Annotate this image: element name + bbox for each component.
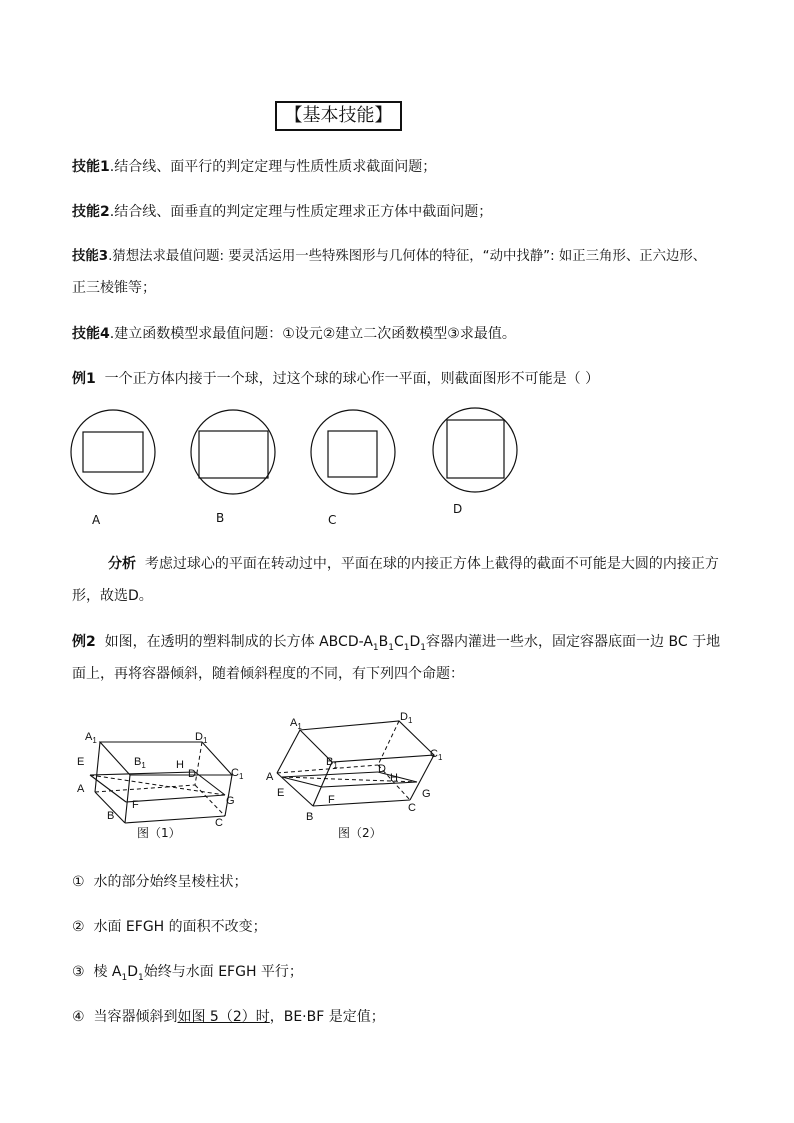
sub-1: 1 bbox=[420, 642, 427, 653]
skill-2 bbox=[72, 202, 492, 222]
label-d1: $D_1$ bbox=[195, 731, 208, 745]
label-b: B bbox=[306, 811, 314, 823]
skill-1 bbox=[72, 157, 436, 177]
example2-question-continued: 面上，再将容器倾斜，随着倾斜程度的不同，有下列四个命题： bbox=[72, 666, 464, 682]
proposition-3 bbox=[72, 962, 303, 988]
example-label: 例2 bbox=[72, 634, 96, 650]
proposition-4 bbox=[72, 1007, 385, 1027]
vertex-b: B bbox=[378, 634, 389, 650]
label-a: A bbox=[266, 771, 274, 783]
example1-analysis-continued: 形，故选D。 bbox=[72, 588, 153, 604]
skill-text: .猜想法求最值问题: 要灵活运用一些特殊图形与几何体的特征，“动中找静”: 如正三角形、正六边形、 bbox=[108, 249, 707, 264]
proposition-text: 水的部分始终呈棱柱状； bbox=[93, 874, 248, 890]
skill-text: .结合线、面垂直的判定定理与性质定理求正方体中截面问题； bbox=[109, 204, 493, 220]
option-c-label: C bbox=[328, 513, 337, 527]
option-d-label: D bbox=[453, 502, 463, 516]
label-d1: $D_1$ bbox=[400, 711, 413, 725]
label-c: C bbox=[408, 802, 416, 814]
option-b-figure bbox=[191, 410, 275, 494]
proposition-text-b: ，BE·BF 是定值； bbox=[269, 1009, 385, 1025]
label-h: H bbox=[390, 772, 398, 784]
proposition-text: 水面 EFGH 的面积不改变； bbox=[93, 919, 267, 935]
skill-label: 技能4 bbox=[72, 326, 110, 342]
label-b: B bbox=[107, 810, 115, 822]
example1-analysis bbox=[108, 554, 719, 574]
label-f: F bbox=[132, 799, 139, 811]
proposition-text-a: 当容器倾斜到 bbox=[93, 1009, 178, 1025]
skill-4 bbox=[72, 324, 516, 344]
figure-1-caption: 图（1） bbox=[137, 826, 181, 840]
analysis-label: 分析 bbox=[108, 556, 136, 572]
option-a-figure bbox=[71, 410, 155, 494]
label-d: D bbox=[378, 763, 386, 775]
skill-label: 技能2 bbox=[72, 204, 110, 220]
sub-1: 1 bbox=[403, 642, 410, 653]
example2-figure-2 bbox=[262, 705, 462, 830]
proposition-number: ① bbox=[72, 874, 85, 890]
example-text: 一个正方体内接于一个球，过这个球的球心作一平面，则截面图形不可能是（ ） bbox=[104, 371, 600, 387]
sub-1: 1 bbox=[372, 642, 379, 653]
label-g: G bbox=[422, 788, 431, 800]
label-g: G bbox=[226, 795, 235, 807]
option-d-figure bbox=[433, 408, 517, 492]
label-a: A bbox=[77, 783, 85, 795]
analysis-text: 考虑过球心的平面在转动过中，平面在球的内接正方体上截得的截面不可能是大圆的内接正方 bbox=[144, 556, 719, 572]
example1-question bbox=[72, 369, 599, 389]
sub-1: 1 bbox=[138, 972, 144, 983]
option-b-label: B bbox=[216, 511, 225, 525]
proposition-text-b: D bbox=[127, 964, 139, 980]
skill-3 bbox=[72, 247, 706, 267]
proposition-text-a: 棱 A bbox=[93, 964, 122, 980]
example1-figures bbox=[60, 400, 540, 530]
proposition-number: ② bbox=[72, 919, 85, 935]
label-a1: $A_1$ bbox=[85, 731, 97, 745]
example2-question bbox=[72, 632, 720, 658]
label-f: F bbox=[328, 794, 335, 806]
example-label: 例1 bbox=[72, 371, 96, 387]
skill-label: 技能3 bbox=[72, 249, 109, 264]
label-e: E bbox=[77, 756, 85, 768]
skill-label: 技能1 bbox=[72, 159, 110, 175]
proposition-number: ④ bbox=[72, 1009, 85, 1025]
label-b1: $B_1$ bbox=[134, 756, 146, 770]
sub-1: 1 bbox=[121, 972, 128, 983]
box-edges bbox=[277, 721, 434, 806]
vertex-c: C bbox=[394, 634, 404, 650]
skill-text: .结合线、面平行的判定定理与性质性质求截面问题； bbox=[109, 159, 437, 175]
proposition-1 bbox=[72, 872, 247, 892]
proposition-2 bbox=[72, 917, 267, 937]
skill-text: .建立函数模型求最值问题：①设元②建立二次函数模型③求最值。 bbox=[109, 326, 516, 342]
skill-3-continued: 正三棱锥等； bbox=[72, 280, 156, 296]
figure-2-caption: 图（2） bbox=[338, 826, 382, 840]
section-title: 【基本技能】 bbox=[275, 101, 402, 131]
label-a1: $A_1$ bbox=[290, 717, 302, 731]
label-d: D bbox=[188, 768, 196, 780]
label-c: C bbox=[215, 817, 223, 829]
vertex-d: D bbox=[409, 634, 421, 650]
example-text-b: 容器内灌进一些水，固定容器底面一边 BC 于地 bbox=[426, 634, 721, 650]
proposition-number: ③ bbox=[72, 964, 85, 980]
label-c1: $C_1$ bbox=[430, 748, 443, 762]
option-c-figure bbox=[311, 410, 395, 494]
label-c1: $C_1$ bbox=[231, 767, 244, 781]
proposition-underlined: 如图 5（2）时 bbox=[177, 1009, 270, 1025]
label-e: E bbox=[277, 787, 285, 799]
sub-1: 1 bbox=[388, 642, 394, 653]
label-b1: $B_1$ bbox=[326, 756, 338, 770]
example-text-a: 如图，在透明的塑料制成的长方体 ABCD-A bbox=[104, 634, 373, 650]
label-h: H bbox=[176, 759, 184, 771]
proposition-text-c: 始终与水面 EFGH 平行； bbox=[143, 964, 303, 980]
option-a-label: A bbox=[92, 513, 101, 527]
